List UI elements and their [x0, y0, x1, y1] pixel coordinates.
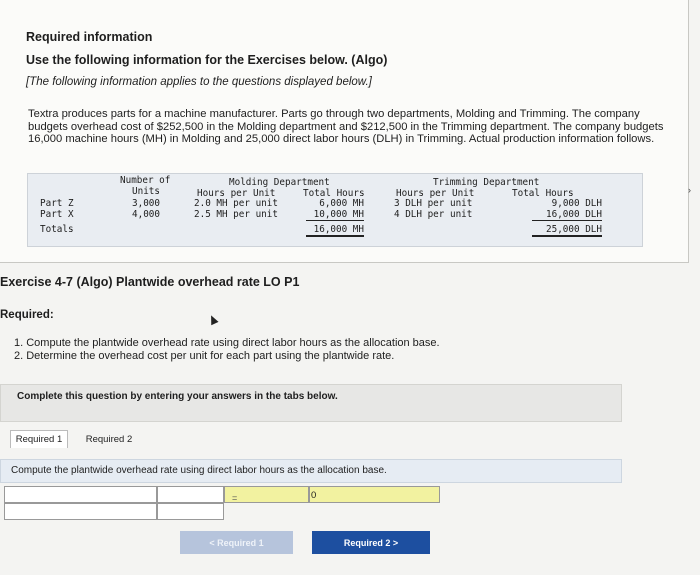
- info-use-line: Use the following information for the Exercises below. (Algo): [26, 53, 388, 67]
- mouse-cursor-icon: [207, 314, 218, 326]
- trimming-grand-total: 25,000 DLH: [532, 224, 602, 237]
- answer-table: [4, 486, 440, 520]
- next-required-2-button[interactable]: Required 2 >: [312, 531, 430, 554]
- row-units: 4,000: [132, 209, 160, 220]
- header-units: Units: [132, 186, 160, 197]
- required-label: Required:: [0, 309, 54, 321]
- instructions-text: Complete this question by entering your answers in the tabs below.: [17, 391, 338, 402]
- row-trimming-total: 9,000 DLH: [551, 198, 602, 209]
- totals-label: Totals: [40, 224, 74, 235]
- numerator-value-input[interactable]: [157, 486, 224, 503]
- question-prompt: Compute the plantwide overhead rate using direct labor hours as the allocation base.: [11, 465, 387, 476]
- info-title: Required information: [26, 30, 153, 44]
- row-units: 3,000: [132, 198, 160, 209]
- requirements-list: [14, 337, 440, 363]
- row-molding-total: 10,000 MH: [306, 209, 364, 221]
- prev-required-1-button[interactable]: < Required 1: [180, 531, 293, 554]
- header-trimming-total: Total Hours: [512, 188, 574, 199]
- row-molding-hpu: 2.5 MH per unit: [194, 209, 278, 220]
- numerator-label-input[interactable]: [4, 486, 157, 503]
- row-label: Part Z: [40, 198, 74, 209]
- rate-value-input[interactable]: [309, 486, 440, 503]
- info-paragraph: Textra produces parts for a machine manufacturer. Parts go through two departments, Molding and Trimming. The company budgets overhead cost of $252,500 in the Molding department and $212,500 in the Trimming department. The company budgets 16,000 machine hours (MH) in Molding and 25,000 direct labor hours (DLH) in Trimming. Actual production information follows.: [28, 108, 664, 146]
- denominator-label-input[interactable]: [4, 503, 157, 520]
- instructions-bar: [0, 384, 622, 422]
- production-data-table: [27, 173, 643, 247]
- info-applies-line: [The following information applies to the questions displayed below.]: [26, 76, 372, 88]
- denominator-value-input[interactable]: [157, 503, 224, 520]
- row-trimming-hpu: 3 DLH per unit: [394, 198, 473, 209]
- equals-sign: =: [232, 493, 238, 503]
- row-trimming-total: 16,000 DLH: [532, 209, 602, 221]
- requirement-item: 1. Compute the plantwide overhead rate using direct labor hours as the allocation base.: [14, 337, 440, 349]
- header-molding-hpu: Hours per Unit: [197, 188, 276, 199]
- tab-required-1[interactable]: Required 1: [10, 430, 68, 448]
- row-label: Part X: [40, 209, 74, 220]
- chevron-right-icon: ›: [688, 185, 691, 195]
- header-number-of: Number of: [120, 175, 171, 186]
- requirement-item: 2. Determine the overhead cost per unit for each part using the plantwide rate.: [14, 350, 395, 362]
- header-molding: Molding Department: [229, 177, 330, 188]
- header-molding-total: Total Hours: [303, 188, 365, 199]
- header-trimming: Trimming Department: [433, 177, 540, 188]
- row-molding-total: 6,000 MH: [319, 198, 364, 209]
- tab-required-2[interactable]: Required 2: [85, 433, 133, 445]
- header-trimming-hpu: Hours per Unit: [396, 188, 475, 199]
- molding-grand-total: 16,000 MH: [306, 224, 364, 237]
- question-prompt-bar: [0, 459, 622, 483]
- row-trimming-hpu: 4 DLH per unit: [394, 209, 473, 220]
- row-molding-hpu: 2.0 MH per unit: [194, 198, 278, 209]
- required-information-card: [0, 0, 689, 263]
- rate-value: 0: [311, 490, 317, 501]
- exercise-title: Exercise 4-7 (Algo) Plantwide overhead rate LO P1: [0, 275, 300, 289]
